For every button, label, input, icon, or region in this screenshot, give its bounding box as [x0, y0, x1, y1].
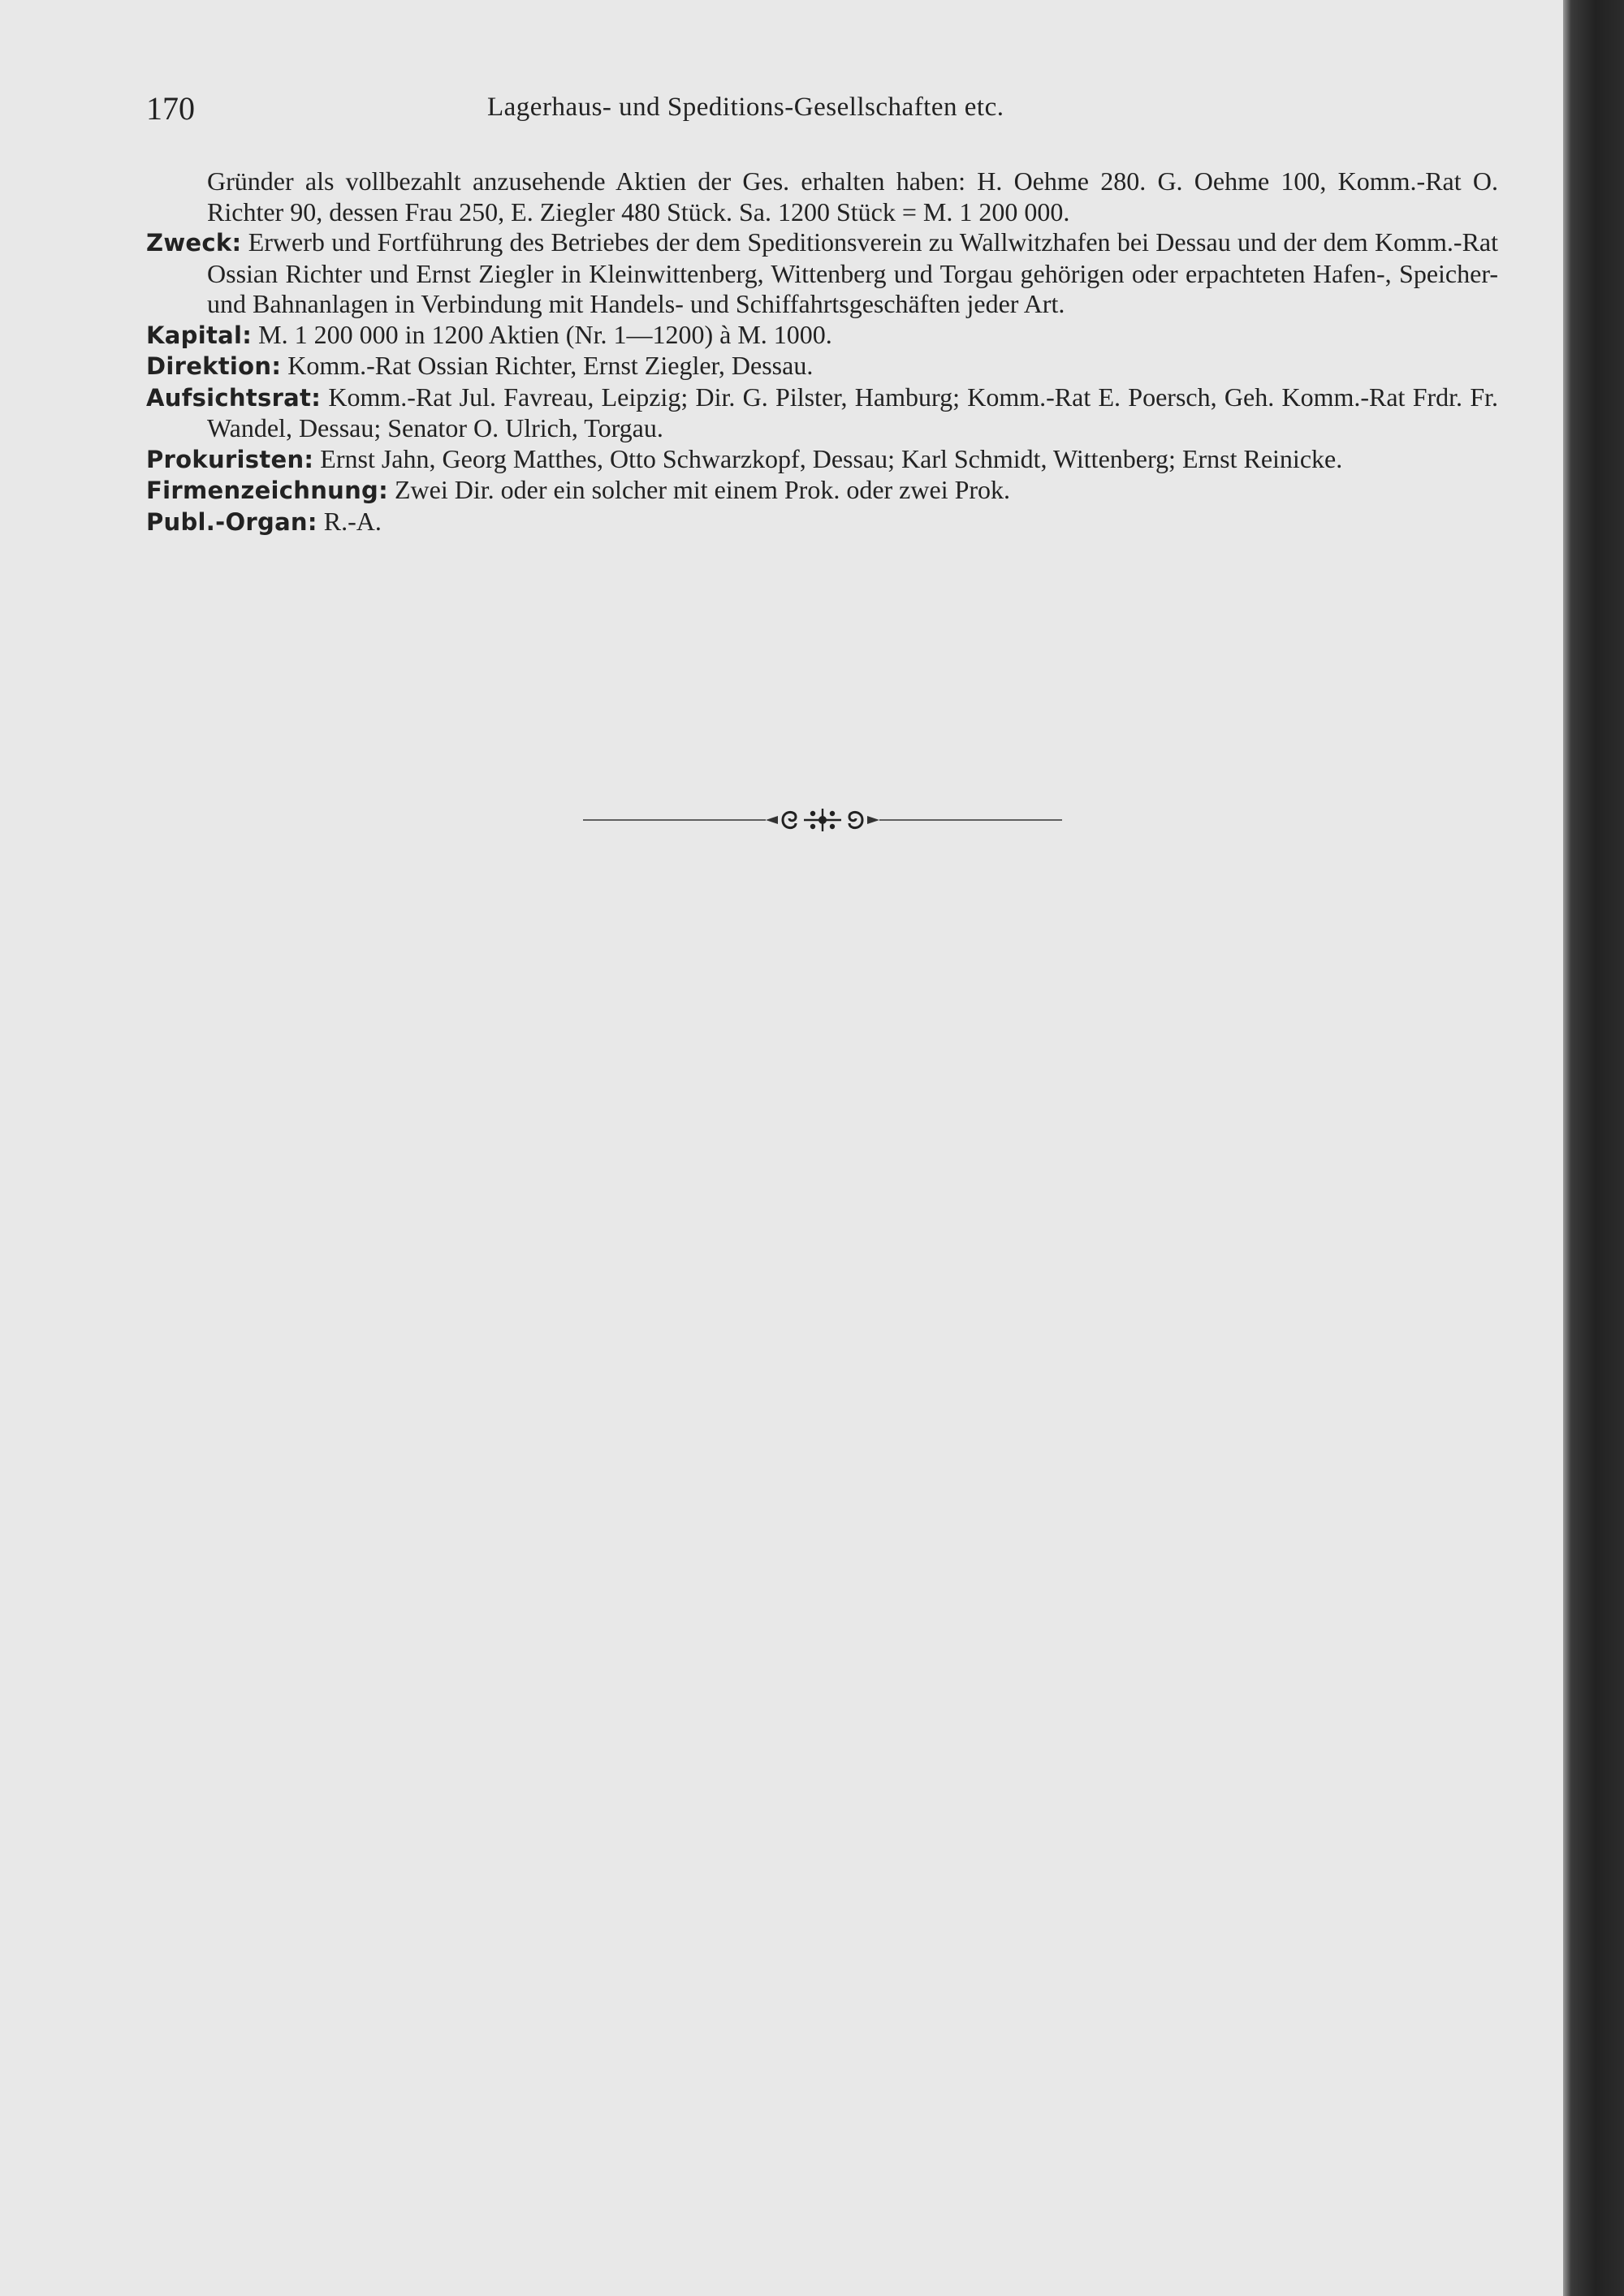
fleuron-divider-icon	[583, 802, 1062, 838]
entry-publ-organ	[146, 507, 1498, 538]
entry-text: Erwerb und Fortführung des Betriebes der dem Speditionsverein zu Wallwitzhafen bei Dessau und der dem Komm.-Rat Ossian Richter und Ernst Ziegler in Kleinwittenberg, Wittenberg und Torgau gehörigen oder erpachteten Hafen-, Speicher- und Bahnanlagen in Verbindung mit Handels- und Schiffahrtsgeschäften jeder Art.	[207, 227, 1499, 318]
founders-continuation: Gründer als vollbezahlt anzusehende Aktien der Ges. erhalten haben: H. Oehme 280. G. Oehme 100, Komm.-Rat O. Richter 90, dessen Frau 250, E. Ziegler 480 Stück. Sa. 1200 Stück = M. 1 200 000.	[207, 166, 1498, 227]
page-header	[146, 89, 1494, 130]
entry-label: Aufsichtsrat:	[146, 383, 322, 412]
entry-firmenzeichnung	[146, 475, 1498, 507]
entry-direktion	[146, 351, 1498, 382]
entry-aufsichtsrat	[146, 382, 1498, 444]
running-title: Lagerhaus- und Speditions-Gesellschaften etc.	[487, 93, 1004, 122]
entry-label: Publ.-Organ:	[146, 507, 317, 536]
page-number: 170	[146, 90, 195, 127]
entry-text: Ernst Jahn, Georg Matthes, Otto Schwarzkopf, Dessau; Karl Schmidt, Wittenberg; Ernst Reinicke.	[320, 443, 1343, 473]
entry-label: Prokuristen:	[146, 445, 314, 473]
entry-label: Kapital:	[146, 321, 253, 349]
binding-edge	[1563, 0, 1624, 2296]
company-entry	[146, 166, 1498, 537]
entry-label: Firmenzeichnung:	[146, 477, 388, 504]
entry-kapital	[146, 320, 1498, 352]
entry-label: Zweck:	[146, 229, 242, 257]
entry-zweck	[146, 227, 1498, 320]
entry-label: Direktion:	[146, 352, 282, 380]
entry-text: Zwei Dir. oder ein solcher mit einem Prok. oder zwei Prok.	[395, 475, 1011, 504]
entry-prokuristen	[146, 444, 1498, 476]
entry-text: R.-A.	[323, 506, 382, 536]
entry-text: Komm.-Rat Jul. Favreau, Leipzig; Dir. G. Pilster, Hamburg; Komm.-Rat E. Poersch, Geh. Komm.-Rat Frdr. Fr. Wandel, Dessau; Senator O. Ulrich, Torgau.	[207, 382, 1499, 442]
entry-text: M. 1 200 000 in 1200 Aktien (Nr. 1—1200) à M. 1000.	[258, 319, 832, 349]
entry-text: Komm.-Rat Ossian Richter, Ernst Ziegler, Dessau.	[287, 351, 814, 380]
